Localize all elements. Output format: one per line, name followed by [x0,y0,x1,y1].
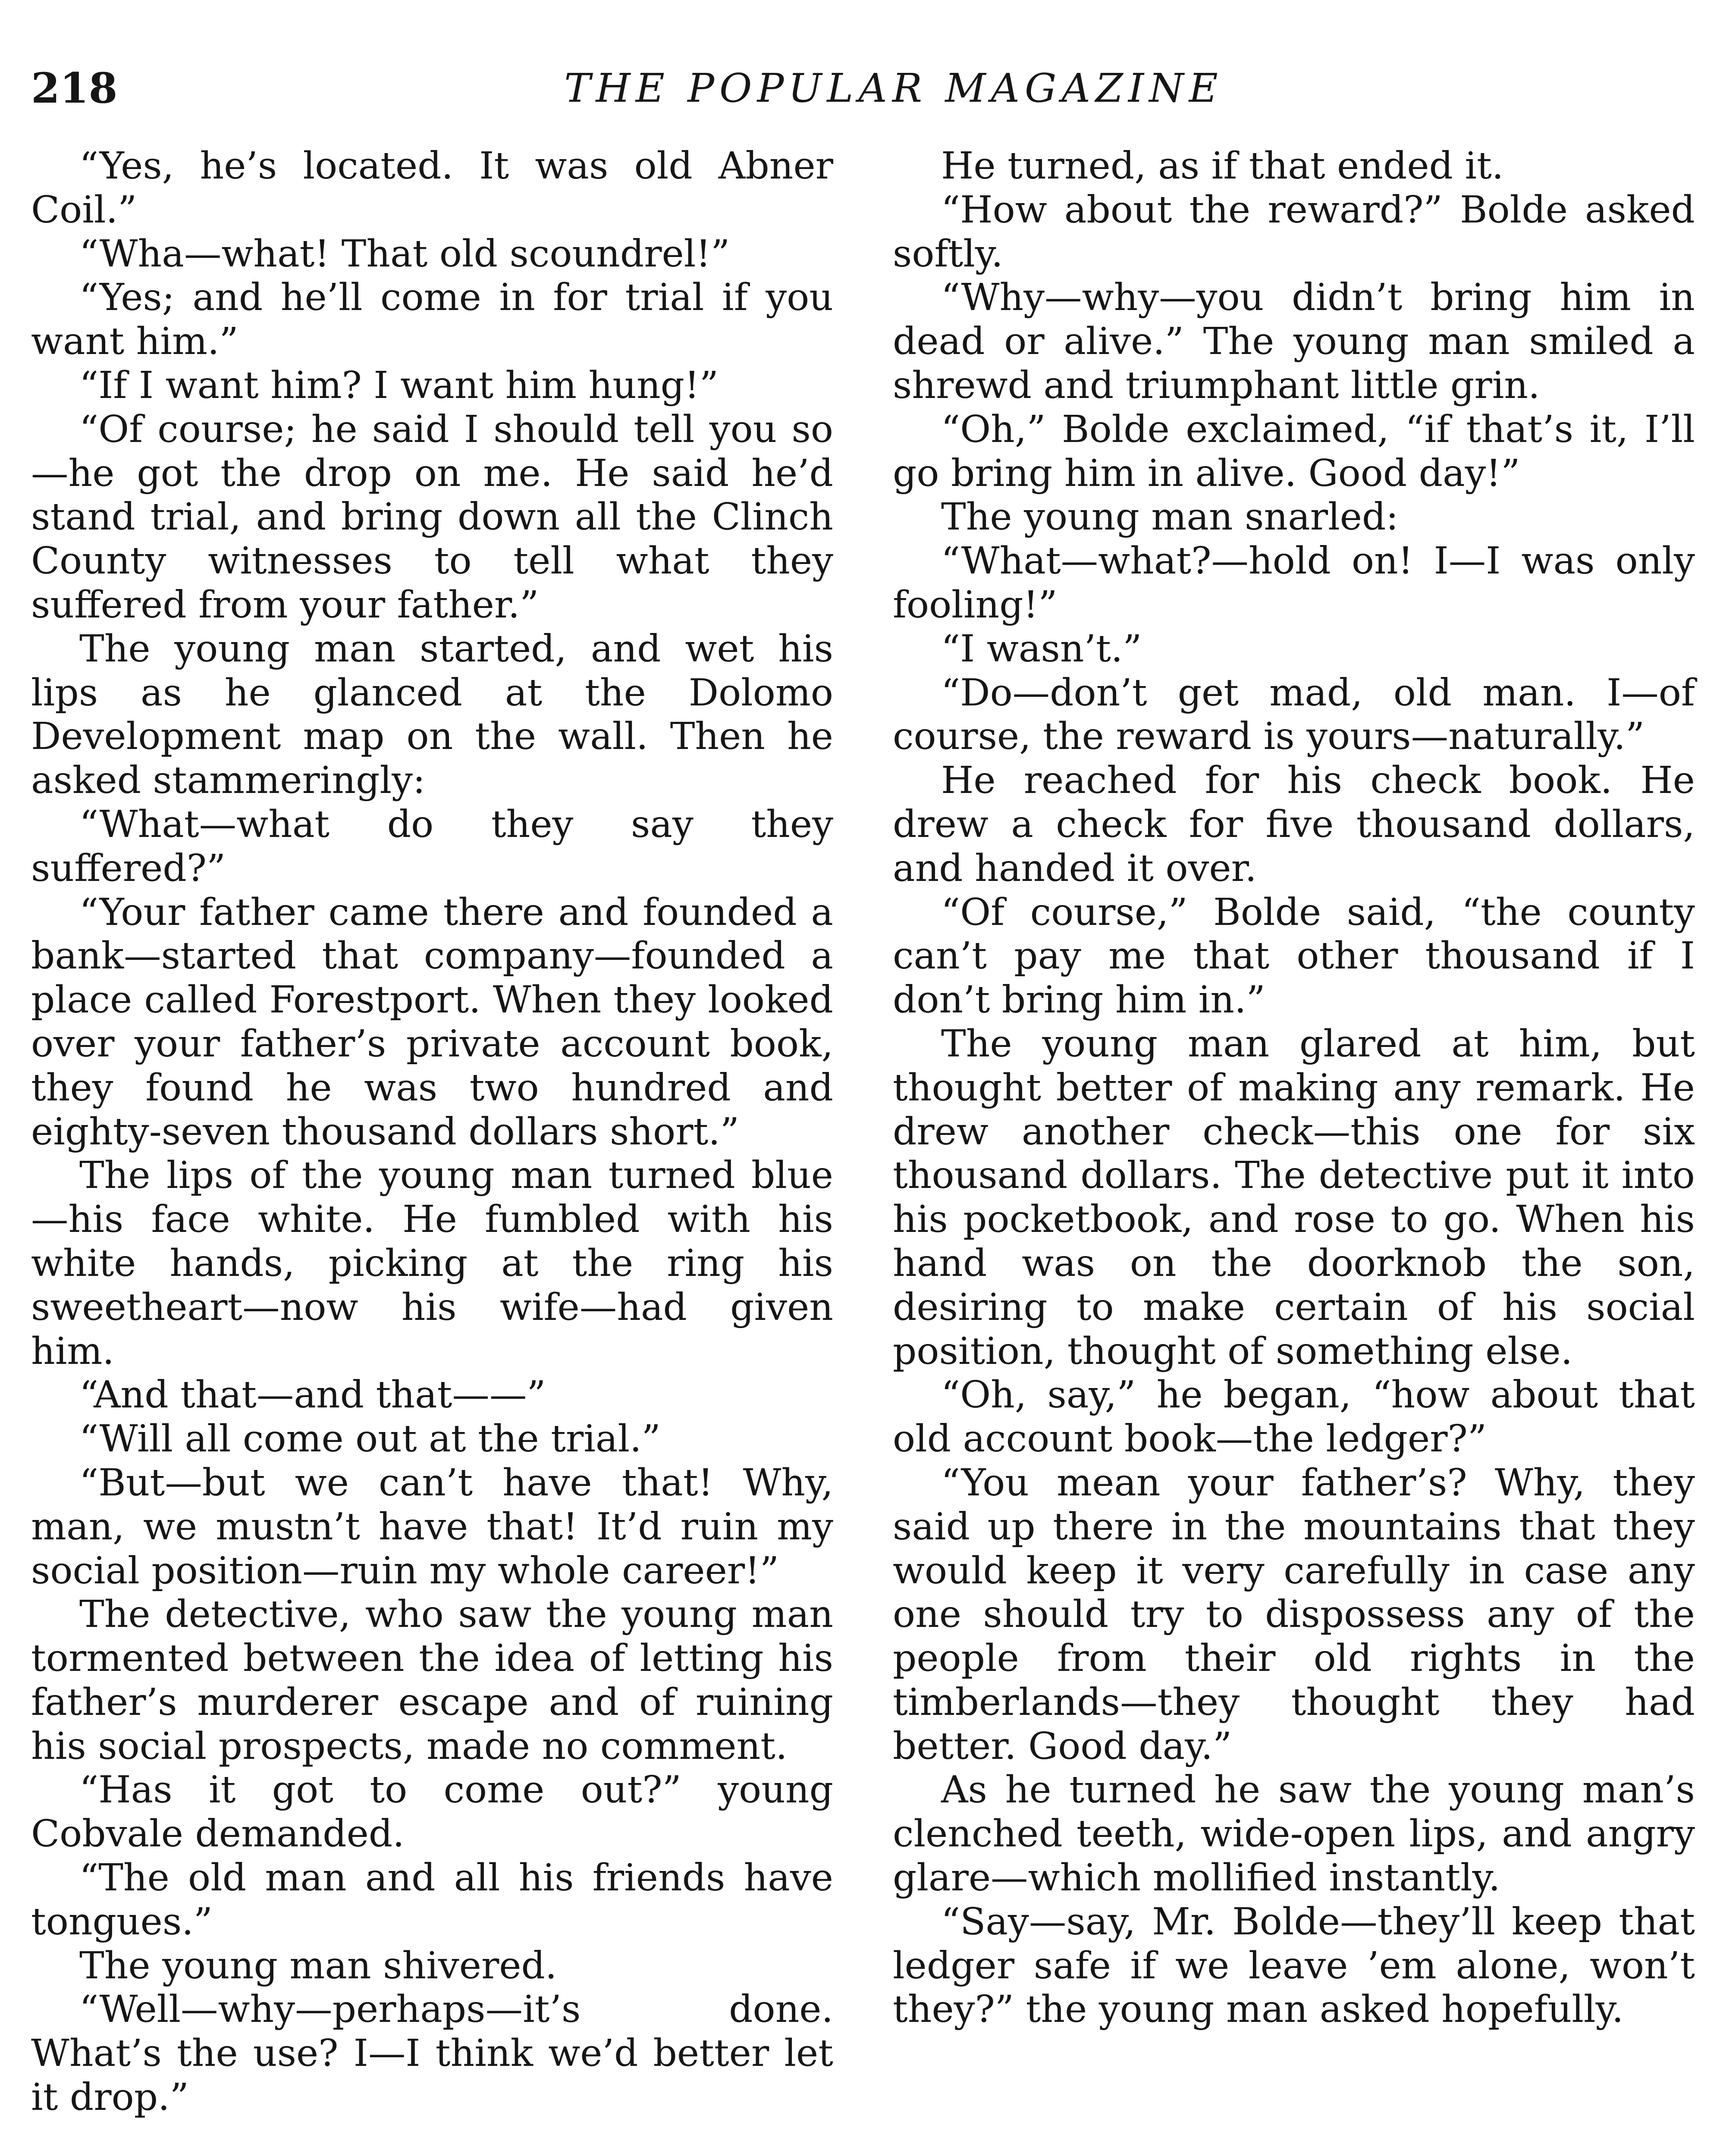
paragraph: He turned, as if that ended it. [941,144,1504,188]
paragraph: “Will all come out at the trial.” [79,1417,661,1461]
paragraph: The young man glared at him, but thought better of making any remark. He drew another check—this one for six thousand dollars. The detective put it into his pocketbook, and rose to go. When his hand was on the doorknob the son, desiring to make certain of his social position, thought of something else. [893,1022,1695,1373]
paragraph: The lips of the young man turned blue—his face white. He fumbled with his white hands, picking at the ring his sweetheart—now his wife—had given him. [31,1154,833,1373]
paragraph: “Of course,” Bolde said, “the county can’t pay me that other thousand if I don’t bring him in.” [893,890,1695,1022]
paragraph: “What—what?—hold on! I—I was only fooling!” [893,539,1695,627]
paragraph: “And that—and that——” [79,1373,546,1417]
paragraph: The young man started, and wet his lips as he glanced at the Dolomo Development map on the wall. Then he asked stammeringly: [31,627,833,802]
page-header [31,60,1696,116]
paragraph: “But—but we can’t have that! Why, man, we mustn’t have that! It’d ruin my social position—ruin my whole career!” [31,1461,833,1592]
page-number: 218 [31,64,118,113]
paragraph: “If I want him? I want him hung!” [79,364,719,407]
left-column [31,144,833,2120]
paragraph: He reached for his check book. He drew a check for five thousand dollars, and handed it over. [893,759,1695,890]
paragraph: “Of course; he said I should tell you so—he got the drop on me. He said he’d stand trial, and bring down all the Clinch County witnesses to tell what they suffered from your father.” [31,407,833,627]
paragraph: The detective, who saw the young man tormented between the idea of letting his father’s murderer escape and of ruining his social prospects, made no comment. [31,1593,833,1768]
paragraph: “Oh,” Bolde exclaimed, “if that’s it, I’ll go bring him in alive. Good day!” [893,407,1695,495]
paragraph: “Wha—what! That old scoundrel!” [79,232,730,276]
paragraph: “You mean your father’s? Why, they said up there in the mountains that they would keep it very carefully in case any one should try to dispossess any of the people from their old rights in the timberlands—they thought they had better. Good day.” [893,1461,1695,1768]
paragraph: “Yes; and he’ll come in for trial if you want him.” [31,276,833,364]
paragraph: “Well—why—perhaps—it’s done. What’s the use? I—I think we’d better let it drop.” [31,1988,833,2119]
paragraph: “Your father came there and founded a bank—started that company—founded a place called Forestport. When they looked over your father’s private account book, they found he was two hundred and eighty-seven thousand dollars short.” [31,890,833,1153]
paragraph: “Yes, he’s located. It was old Abner Coil.” [31,144,833,232]
paragraph: “Why—why—you didn’t bring him in dead or alive.” The young man smiled a shrewd and triumphant little grin. [893,276,1695,407]
right-column [893,144,1695,2032]
paragraph: “Say—say, Mr. Bolde—they’ll keep that ledger safe if we leave ’em alone, won’t they?” the young man asked hopefully. [893,1900,1695,2031]
paragraph: The young man snarled: [941,495,1399,539]
paragraph: “What—what do they say they suffered?” [31,802,833,890]
paragraph: The young man shivered. [79,1944,557,1987]
paragraph: “The old man and all his friends have tongues.” [31,1856,833,1943]
paragraph: “I wasn’t.” [941,627,1142,671]
paragraph: As he turned he saw the young man’s clenched teeth, wide-open lips, and angry glare—which mollified instantly. [893,1768,1695,1900]
paragraph: “Oh, say,” he began, “how about that old account book—the ledger?” [893,1373,1695,1461]
magazine-title: THE POPULAR MAGAZINE [564,65,1223,111]
paragraph: “Has it got to come out?” young Cobvale demanded. [31,1768,833,1856]
paragraph: “How about the reward?” Bolde asked softly. [893,188,1695,276]
paragraph: “Do—don’t get mad, old man. I—of course, the reward is yours—naturally.” [893,671,1695,758]
